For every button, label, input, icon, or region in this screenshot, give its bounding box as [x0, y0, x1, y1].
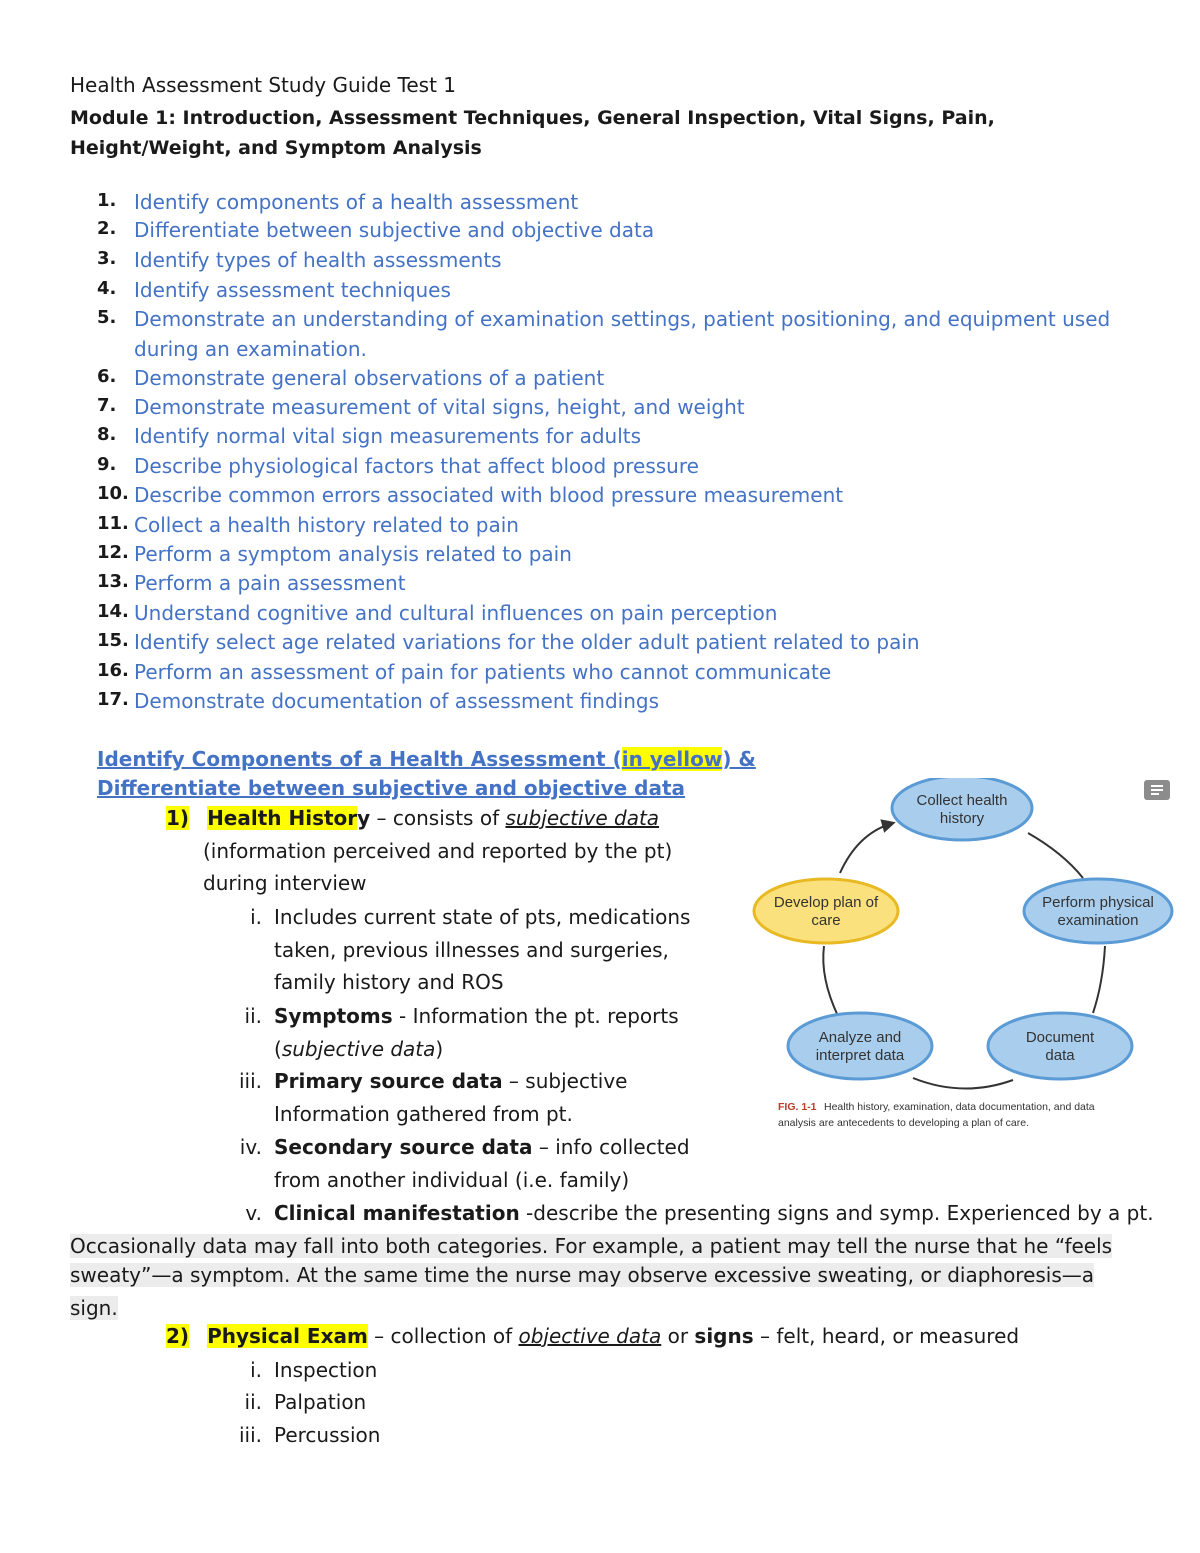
section-heading-2: Differentiate between subjective and objective data	[97, 776, 686, 800]
node-document-data	[988, 1013, 1132, 1079]
roman-numeral: ii.	[244, 1004, 262, 1028]
node-analyze-interpret-data	[788, 1013, 932, 1079]
cycle-diagram	[748, 778, 1188, 1138]
node-perform-physical-examination	[1024, 879, 1172, 943]
doc-title: Health Assessment Study Guide Test 1	[70, 73, 457, 97]
list-item: Includes current state of pts, medications	[274, 905, 691, 929]
list-item-continuation: (subjective data)	[274, 1037, 444, 1061]
node-label: Analyze and	[818, 1029, 902, 1046]
health-assessment-cycle-figure	[748, 778, 1188, 1138]
node-label: examination	[1057, 912, 1139, 929]
list-item-continuation: family history and ROS	[274, 970, 504, 994]
figure-caption-tag: FIG. 1-1	[778, 1101, 817, 1113]
node-label: interpret data	[815, 1047, 905, 1064]
note-line: sweaty”—a symptom. At the same time the nurse may observe excessive sweating, or diaphoresis—a	[70, 1263, 1095, 1287]
node-label: Perform physical	[1042, 894, 1154, 911]
roman-numeral: ii.	[244, 1390, 262, 1414]
health-history-line3: during interview	[203, 871, 367, 895]
list-item-continuation: from another individual (i.e. family)	[274, 1168, 630, 1192]
node-develop-plan-of-care	[754, 879, 898, 943]
health-history-heading: 1) Health History – consists of subjective data	[166, 806, 660, 830]
arrow-perform-to-document	[1093, 946, 1105, 1013]
figure-caption: analysis are antecedents to developing a plan of care.	[778, 1117, 1030, 1129]
node-label: history	[939, 810, 985, 827]
note-line: sign.	[70, 1296, 118, 1320]
roman-numeral: iii.	[238, 1423, 262, 1447]
section-heading: Identify Components of a Health Assessment (in yellow) &	[97, 747, 756, 771]
roman-numeral: v.	[245, 1201, 262, 1225]
roman-numeral: iv.	[239, 1135, 262, 1159]
list-item: Primary source data – subjective	[274, 1069, 628, 1093]
note-line: Occasionally data may fall into both categories. For example, a patient may tell the nurse that he “feels	[70, 1234, 1113, 1258]
health-history-line2: (information perceived and reported by the pt)	[203, 839, 673, 863]
list-item: Palpation	[274, 1390, 367, 1414]
roman-numeral: i.	[250, 905, 262, 929]
roman-numeral: i.	[250, 1358, 262, 1382]
arrow-collect-to-perform	[1028, 833, 1083, 878]
physical-exam-heading: 2) Physical Exam – collection of objective data or signs – felt, heard, or measured	[166, 1324, 1020, 1348]
figure-caption: Health history, examination, data documentation, and data	[824, 1101, 1095, 1113]
node-label: Develop plan of	[773, 894, 879, 911]
node-label: data	[1045, 1047, 1075, 1064]
node-label: care	[811, 912, 841, 929]
arrow-document-to-analyze	[913, 1078, 1013, 1089]
arrow-analyze-to-plan	[823, 946, 838, 1016]
module-heading: Module 1: Introduction, Assessment Techniques, General Inspection, Vital Signs, Pain, Height/Weight, and Symptom Analysis	[70, 107, 995, 159]
list-item: Symptoms - Information the pt. reports	[274, 1004, 679, 1028]
comment-icon[interactable]	[1144, 780, 1170, 800]
list-item: Percussion	[274, 1423, 381, 1447]
roman-numeral: iii.	[238, 1069, 262, 1093]
list-item: Clinical manifestation -describe the presenting signs and symp. Experienced by a pt.	[274, 1201, 1154, 1225]
list-item: Inspection	[274, 1358, 378, 1382]
list-item-continuation: taken, previous illnesses and surgeries,	[274, 938, 669, 962]
node-label: Collect health	[916, 792, 1008, 809]
node-label: Document	[1025, 1029, 1095, 1046]
arrow-plan-to-collect	[840, 823, 893, 873]
list-item: Secondary source data – info collected	[274, 1135, 690, 1159]
document-page: Health Assessment Study Guide Test 1 Module 1: Introduction, Assessment Techniques, General Inspection, Vital Signs, Pain, Height/Weight, and Symptom Analysis 1. Identify components of a health assessment 2. Differentiate between subjective and objective data 3. Identify types of health assessments 4. Identify assessment techniques 5. Demonstrate an understanding of examination settings, patient positioning, and equipment used during an examination. 6. Demonstrate general observations of a patient 7. Demonstrate measurement of vital signs, height, and weight 8. Identify normal vital sign measurements for adults 9. Describe physiological factors that affect blood pressure 10. Describe common errors associated with blood pressure measurement 11. Collect a health history related to pain 12. Perform a symptom analysis related to pain 13. Perform a pain assessment 14. Understand cognitive and cultural influences on pain perception 15. Identify select age related variations for the older adult patient related to pain 16. Perform an assessment of pain for patients who cannot communicate 17. Demonstrate documentation of assessment findings Identify Components of a Health Assessment (in yellow) & Differentiate between subjective and objective data 1) Health History – consists of subjective data (information perceived and reported by the pt) during interview i. Includes current state of pts, medications taken, previous illnesses and surgeries, family history and ROS ii. Symptoms - Information the pt. reports (subjective data) iii. Primary source data – subjective Information gathered from pt. iv. Secondary source data – info collected from another individual (i.e. family) v. Clinical manifestation -describe the presenting signs and symp. Experienced by a pt. Occasionally data may fall into both categories. For example, a patient may tell the nurse that he “feels sweaty”—a symptom. At the same time the nurse may observe excessive sweating, or diaphoresis—a sign. 2) Physical Exam – collection of objective data or signs – felt, heard, or measured i. Inspection ii. Palpation iii. Percussion Collect health history Perform physical examination Document data Analyze and interpret data Develop plan of care FIG. 1-1 Health history, examination, data documentation, and data analysis are antecedents to developing a plan of care.	[0, 0, 1200, 1553]
list-item-continuation: Information gathered from pt.	[274, 1102, 573, 1126]
node-collect-health-history	[892, 778, 1032, 840]
